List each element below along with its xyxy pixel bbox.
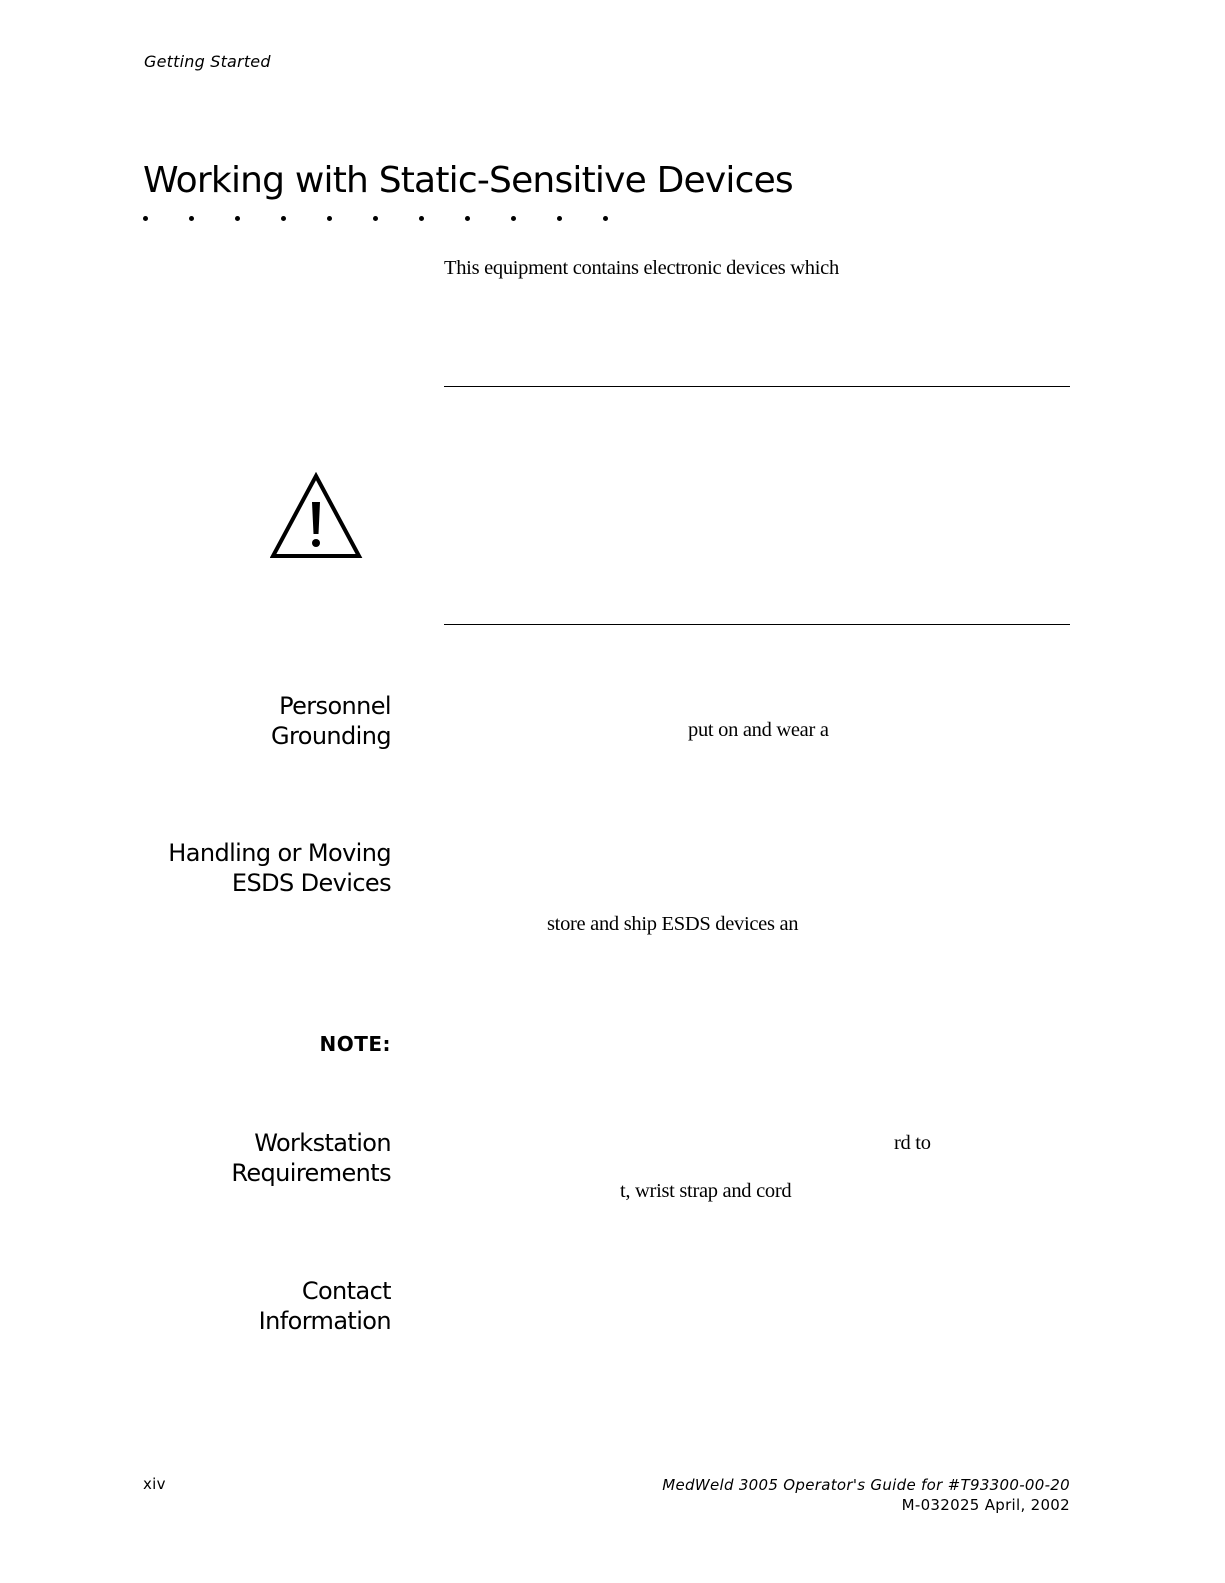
page-title: Working with Static-Sensitive Devices [143, 160, 793, 201]
dot [373, 216, 378, 221]
heading-line: Requirements [231, 1159, 391, 1187]
heading-workstation-requirements [231, 1128, 391, 1188]
handling-text: store and ship ESDS devices an [547, 913, 799, 935]
footer-guide-title: MedWeld 3005 Operator's Guide for #T93300-00-20 [662, 1476, 1070, 1494]
heading-line: Information [258, 1307, 391, 1335]
caution-box-bottom-rule [444, 624, 1070, 625]
heading-line: Grounding [271, 722, 391, 750]
running-header: Getting Started [144, 52, 271, 71]
workstation-text-2: t, wrist strap and cord [620, 1180, 792, 1202]
heading-line: Personnel [279, 692, 391, 720]
intro-text: This equipment contains electronic devices which [444, 257, 839, 279]
dot [143, 216, 148, 221]
heading-line: Contact [301, 1277, 391, 1305]
footer-document-info [662, 1475, 1070, 1515]
dot [189, 216, 194, 221]
caution-box-top-rule [444, 386, 1070, 387]
footer-doc-id: M-032025 April, 2002 [901, 1496, 1070, 1514]
grounding-text: put on and wear a [688, 719, 829, 741]
dot [235, 216, 240, 221]
dot [327, 216, 332, 221]
note-label: NOTE: [319, 1032, 391, 1056]
warning-triangle-icon [270, 472, 364, 560]
dot [557, 216, 562, 221]
heading-line: Workstation [254, 1129, 391, 1157]
heading-handling-esds [168, 838, 391, 898]
dot [511, 216, 516, 221]
page-number: xiv [143, 1475, 166, 1493]
dot [465, 216, 470, 221]
dot [419, 216, 424, 221]
heading-contact-information [259, 1276, 391, 1336]
heading-line: ESDS Devices [231, 869, 391, 897]
dot [603, 216, 608, 221]
heading-line: Handling or Moving [168, 839, 391, 867]
dot [281, 216, 286, 221]
workstation-text-1: rd to [894, 1132, 931, 1154]
title-dot-leader [143, 216, 623, 224]
heading-personnel-grounding [271, 691, 391, 751]
